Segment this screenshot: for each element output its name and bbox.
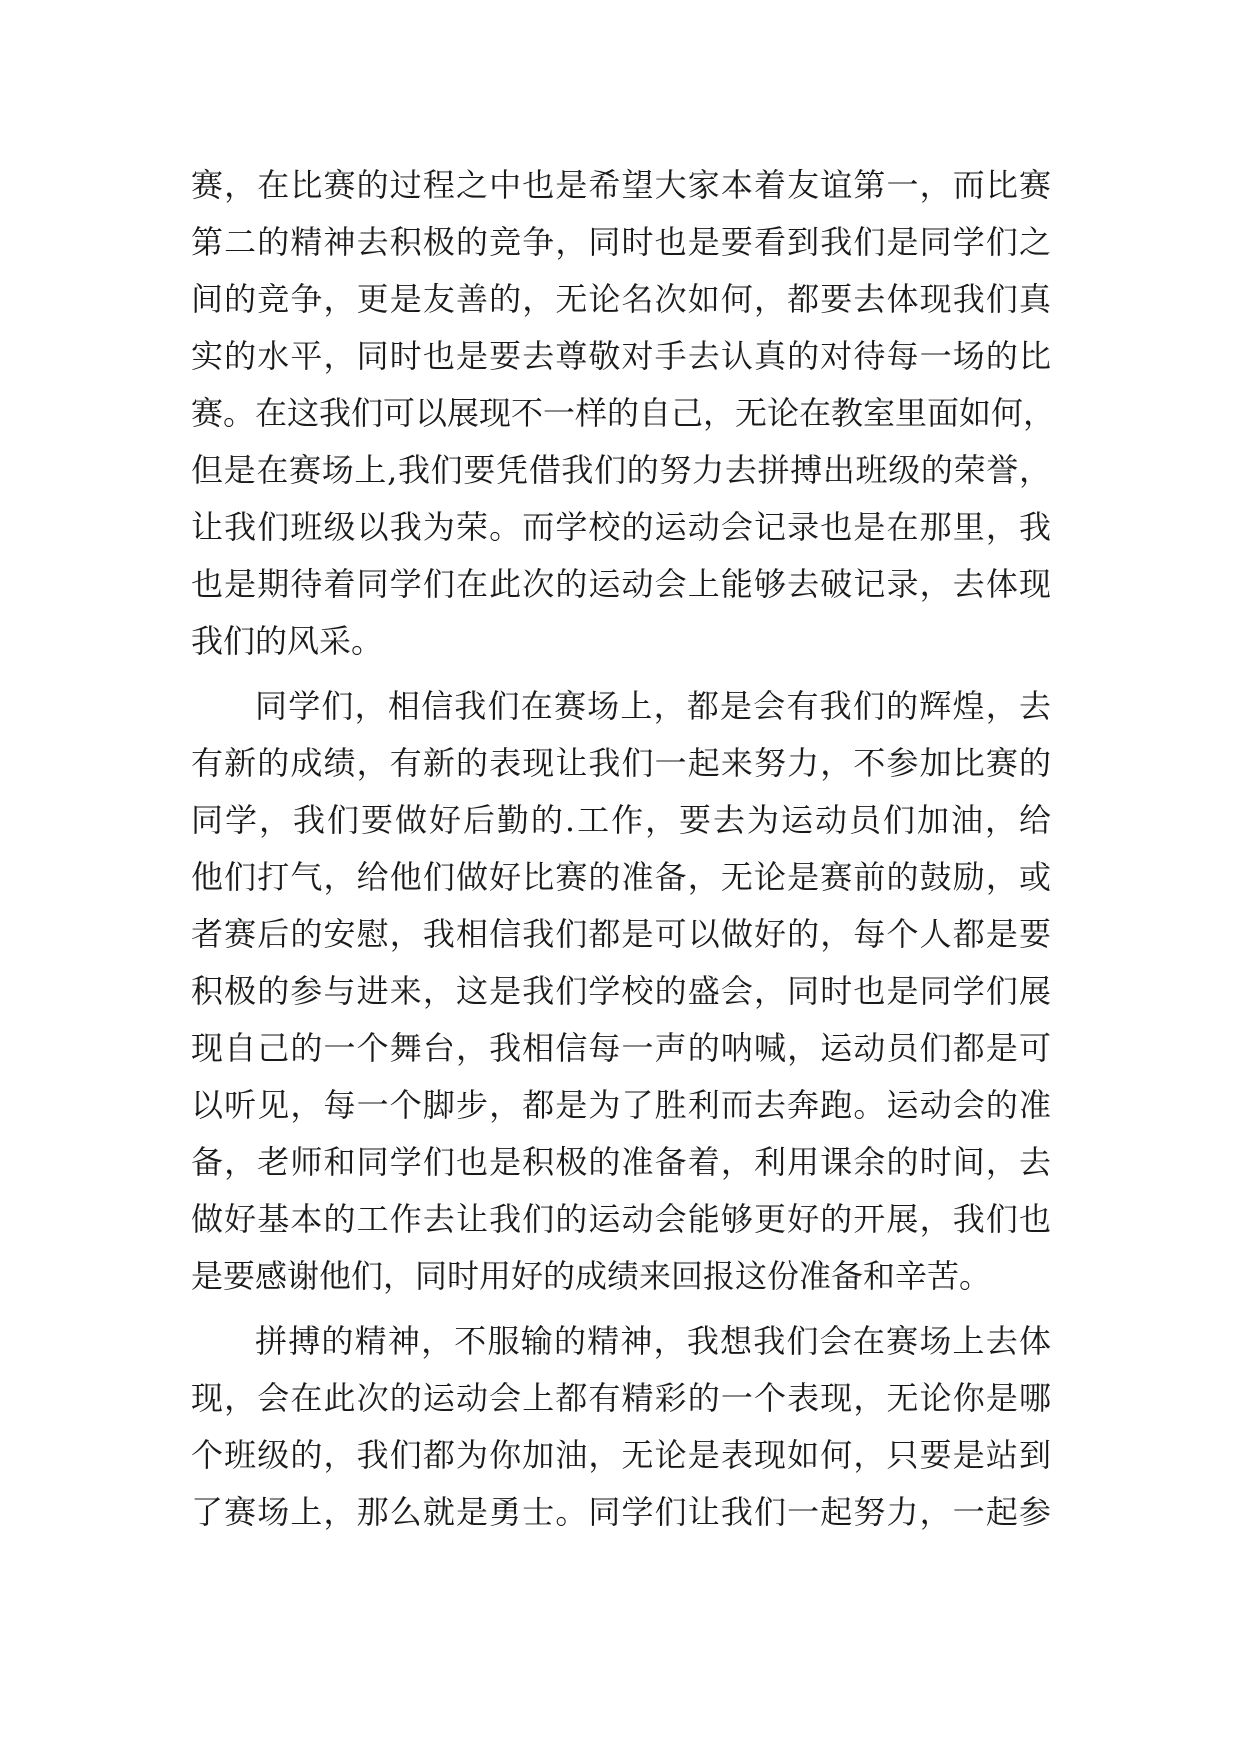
text-line: 他们打气，给他们做好比赛的准备，无论是赛前的鼓励，或 (191, 858, 1051, 896)
paragraph-1 (191, 157, 1056, 670)
text-line: 同学，我们要做好后勤的.工作，要去为运动员们加油，给 (191, 801, 1051, 839)
text-line: 赛，在比赛的过程之中也是希望大家本着友谊第一，而比赛 (191, 166, 1051, 204)
text-line: 做好基本的工作去让我们的运动会能够更好的开展，我们也 (191, 1200, 1051, 1238)
text-line: 以听见，每一个脚步，都是为了胜利而去奔跑。运动会的准 (191, 1086, 1051, 1124)
text-line: 现，会在此次的运动会上都有精彩的一个表现，无论你是哪 (191, 1379, 1051, 1417)
text-line: 但是在赛场上,我们要凭借我们的努力去拼搏出班级的荣誉， (191, 451, 1051, 489)
paragraph-2 (191, 678, 1051, 1305)
text-line: 也是期待着同学们在此次的运动会上能够去破记录，去体现 (191, 565, 1051, 603)
text-line: 备，老师和同学们也是积极的准备着，利用课余的时间，去 (191, 1143, 1051, 1181)
text-line: 者赛后的安慰，我相信我们都是可以做好的，每个人都是要 (191, 915, 1051, 953)
text-line: 积极的参与进来，这是我们学校的盛会，同时也是同学们展 (191, 972, 1051, 1010)
body-text (191, 157, 1056, 1541)
text-line: 个班级的，我们都为你加油，无论是表现如何，只要是站到 (191, 1436, 1051, 1474)
text-line: 同学们，相信我们在赛场上，都是会有我们的辉煌，去 (255, 687, 1051, 725)
text-line: 让我们班级以我为荣。而学校的运动会记录也是在那里，我 (191, 508, 1051, 546)
paragraph-3 (191, 1313, 1051, 1541)
text-line: 我们的风采。 (191, 622, 384, 660)
text-line: 了赛场上，那么就是勇士。同学们让我们一起努力，一起参 (191, 1493, 1051, 1531)
text-line: 间的竞争，更是友善的，无论名次如何，都要去体现我们真 (191, 280, 1051, 318)
text-line: 拼搏的精神，不服输的精神，我想我们会在赛场上去体 (255, 1322, 1051, 1360)
text-line: 赛。在这我们可以展现不一样的自己，无论在教室里面如何， (191, 394, 1056, 432)
text-line: 实的水平，同时也是要去尊敬对手去认真的对待每一场的比 (191, 337, 1051, 375)
text-line: 是要感谢他们，同时用好的成绩来回报这份准备和辛苦。 (191, 1257, 992, 1295)
text-line: 第二的精神去积极的竞争，同时也是要看到我们是同学们之 (191, 223, 1051, 261)
text-line: 现自己的一个舞台，我相信每一声的呐喊，运动员们都是可 (191, 1029, 1051, 1067)
text-line: 有新的成绩，有新的表现让我们一起来努力，不参加比赛的 (191, 744, 1051, 782)
